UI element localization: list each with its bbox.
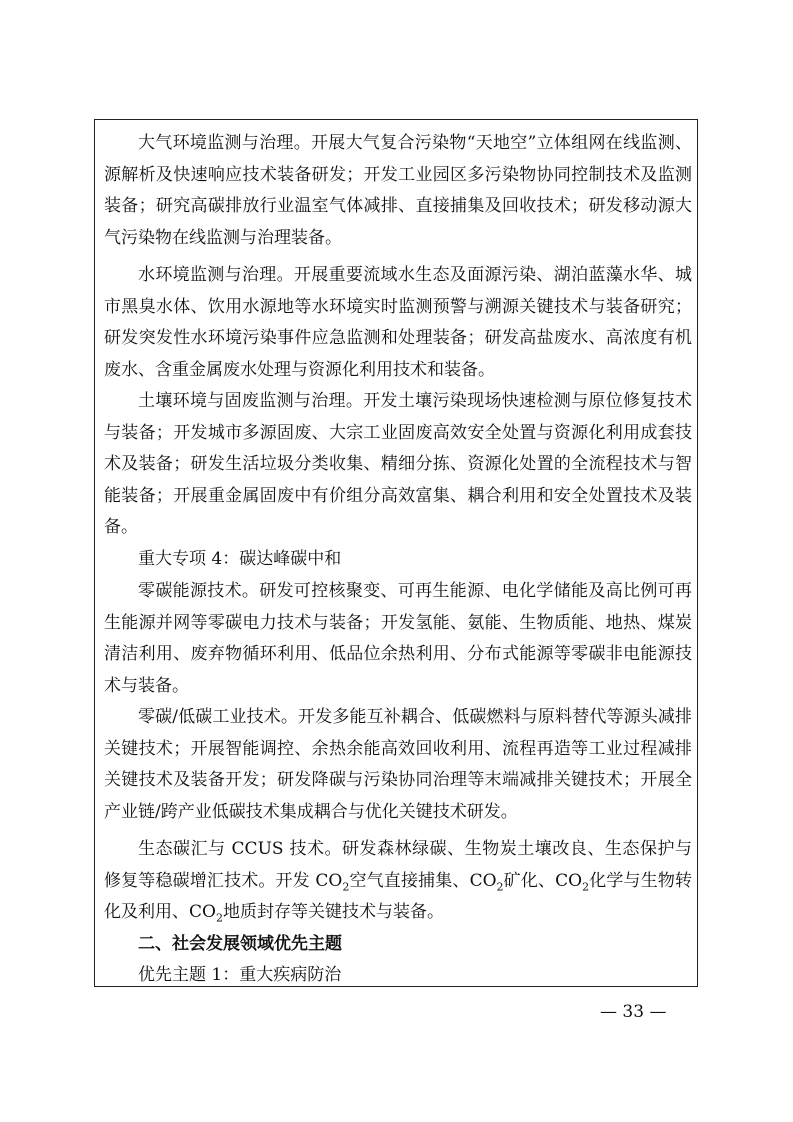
carbon-sink-text-1: 生态碳汇与 CCUS 技术。研发森林绿碳、生物炭土壤改良、生态保护与修复等稳碳增汇技术。开发 CO xyxy=(104,839,692,891)
carbon-sink-text-4: 化学与生物转化及利用、CO xyxy=(104,870,692,923)
subscript-2: 2 xyxy=(582,879,590,893)
carbon-sink-text-3: 矿化、CO xyxy=(503,870,583,891)
priority-topic-1-heading: 优先主题 1：重大疾病防治 xyxy=(138,965,342,985)
paragraph-air: 大气环境监测与治理。开展大气复合污染物“天地空”立体组网在线监测、源解析及快速响应技术装备研发；开发工业园区多污染物协同控制技术及监测装备；研究高碳排放行业温室气体减排、直接捕集及回收技术；研发移动源大气污染物在线监测与治理装备。 xyxy=(104,133,692,248)
carbon-sink-text-2: 空气直接捕集、CO xyxy=(349,870,497,891)
paragraph-carbon-sink xyxy=(104,834,692,929)
special-project-4-heading: 重大专项 4：碳达峰碳中和 xyxy=(138,549,342,569)
subscript-2: 2 xyxy=(342,879,350,893)
subscript-2: 2 xyxy=(215,911,223,925)
page-number: — 33 — xyxy=(600,1002,667,1022)
carbon-sink-text-5: 地质封存等关键技术与装备。 xyxy=(222,902,444,923)
subscript-2: 2 xyxy=(496,879,504,893)
section-2-heading: 二、社会发展领域优先主题 xyxy=(138,934,342,954)
paragraph-zero-carbon-energy: 零碳能源技术。研发可控核聚变、可再生能源、电化学储能及高比例可再生能源并网等零碳电力技术与装备；开发氢能、氨能、生物质能、地热、煤炭清洁利用、废弃物循环利用、低品位余热利用、分布式能源等零碳非电能源技术与装备。 xyxy=(104,581,692,696)
paragraph-soil: 土壤环境与固废监测与治理。开发土壤污染现场快速检测与原位修复技术与装备；开发城市多源固废、大宗工业固废高效安全处置与资源化利用成套技术及装备；研发生活垃圾分类收集、精细分拣、资源化处置的全流程技术与智能装备；开展重金属固废中有价组分高效富集、耦合利用和安全处置技术及装备。 xyxy=(104,391,692,538)
paragraph-water: 水环境监测与治理。开展重要流域水生态及面源污染、湖泊蓝藻水华、城市黑臭水体、饮用水源地等水环境实时监测预警与溯源关键技术与装备研究；研发突发性水环境污染事件应急监测和处理装备；研发高盐废水、高浓度有机废水、含重金属废水处理与资源化利用技术和装备。 xyxy=(104,265,692,380)
paragraph-low-carbon-industry: 零碳/低碳工业技术。开发多能互补耦合、低碳燃料与原料替代等源头减排关键技术；开展智能调控、余热余能高效回收利用、流程再造等工业过程减排关键技术及装备开发；研发降碳与污染协同治理等末端减排关键技术；开展全产业链/跨产业低碳技术集成耦合与优化关键技术研发。 xyxy=(104,707,692,822)
